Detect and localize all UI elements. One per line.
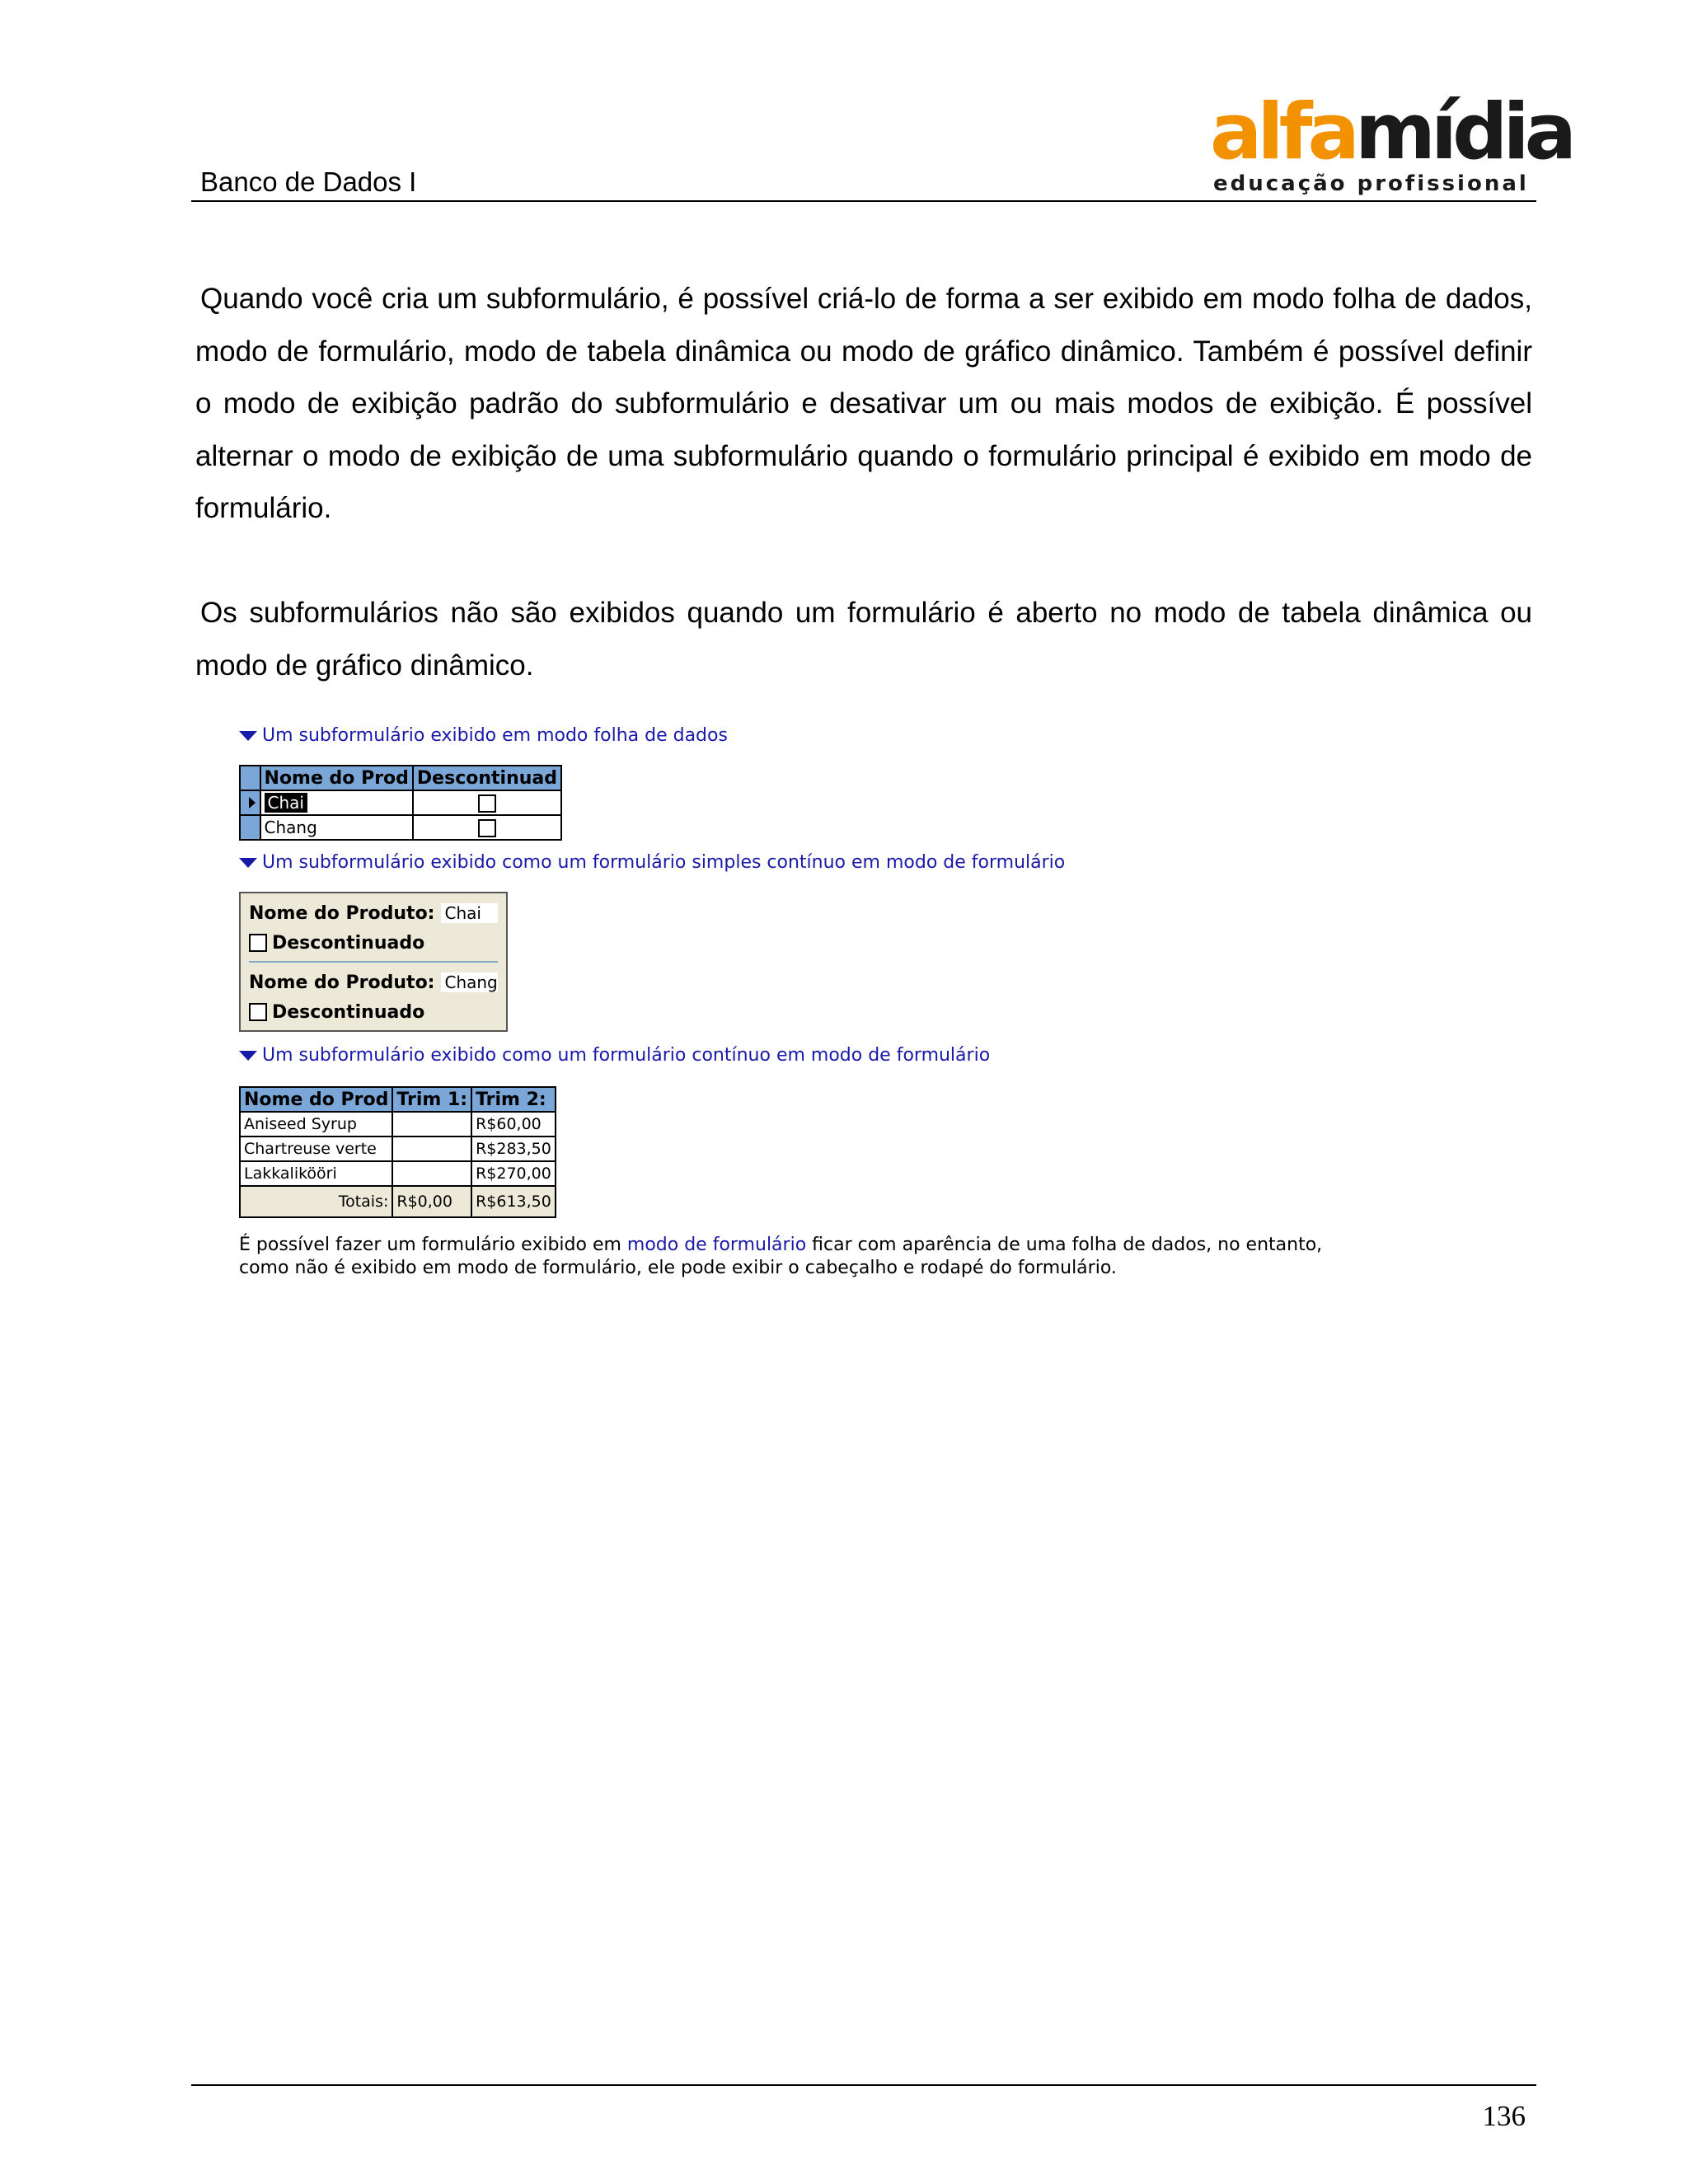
note-link[interactable]: modo de formulário: [626, 1235, 807, 1255]
product-cell[interactable]: Aniseed Syrup: [240, 1112, 392, 1137]
totals-trim2: R$613,50: [471, 1186, 556, 1217]
row-selector[interactable]: [240, 790, 260, 815]
product-cell[interactable]: Lakkalikööri: [240, 1161, 392, 1186]
product-cell[interactable]: Chartreuse verte: [240, 1137, 392, 1161]
column-header[interactable]: Nome do Prod: [240, 1087, 392, 1112]
column-header[interactable]: Trim 1:: [392, 1087, 471, 1112]
note-text: ficar com aparência de uma folha de dados, no entanto, como não é exibido em modo de formulário, ele pode exibir o cabeçalho e rodapé do formulário.: [239, 1235, 1323, 1278]
totals-label: Totais:: [240, 1186, 392, 1217]
discontinued-cell[interactable]: [413, 790, 561, 815]
discontinued-checkbox[interactable]: [249, 934, 267, 952]
table-row: [240, 815, 561, 840]
trim1-cell[interactable]: [392, 1137, 471, 1161]
caption-datasheet[interactable]: [239, 725, 728, 746]
logo-tagline: educação profissional: [1213, 171, 1529, 196]
column-header[interactable]: Nome do Prod: [260, 766, 413, 790]
trim2-cell[interactable]: R$270,00: [471, 1161, 556, 1186]
footer-rule: [191, 2084, 1536, 2086]
totals-row: [240, 1186, 556, 1217]
checkbox-label: Descontinuado: [272, 932, 425, 954]
subform-examples-figure: [239, 725, 1393, 1302]
continuous-form-subform: [239, 892, 508, 1032]
discontinued-cell[interactable]: [413, 815, 561, 840]
column-header[interactable]: Descontinuad: [413, 766, 561, 790]
totals-trim1: R$0,00: [392, 1186, 471, 1217]
product-name: Chai: [265, 793, 307, 813]
checkbox[interactable]: [478, 794, 496, 813]
product-field[interactable]: Chang: [441, 972, 498, 992]
field-label: Nome do Produto:: [249, 972, 435, 993]
table-row: [240, 1137, 556, 1161]
table-row: [240, 1161, 556, 1186]
caption-text: Um subformulário exibido como um formulário simples contínuo em modo de formulário: [262, 852, 1066, 873]
trim1-cell[interactable]: [392, 1161, 471, 1186]
checkbox[interactable]: [478, 819, 496, 837]
row-selector[interactable]: [240, 815, 260, 840]
caption-text: Um subformulário exibido como um formulário contínuo em modo de formulário: [262, 1045, 991, 1066]
header-rule: [191, 200, 1536, 202]
product-cell[interactable]: [260, 790, 413, 815]
page-number: 136: [1482, 2100, 1526, 2132]
expand-triangle-icon: [239, 858, 257, 868]
caption-continuous-form[interactable]: [239, 1045, 990, 1066]
paragraph-2: Os subformulários não são exibidos quando um formulário é aberto no modo de tabela dinâmica ou modo de gráfico dinâmico.: [195, 597, 1532, 682]
product-field[interactable]: Chai: [441, 903, 498, 923]
table-row: [240, 790, 561, 815]
logo-part1: alfa: [1210, 87, 1355, 177]
logo-part2: mídia: [1354, 87, 1573, 177]
record-separator: [249, 961, 498, 963]
paragraph-1: Quando você cria um subformulário, é possível criá-lo de forma a ser exibido em modo folha de dados, modo de formulário, modo de tabela dinâmica ou modo de gráfico dinâmico. Também é possível definir o modo de exibição padrão do subformulário e desativar um ou mais modos de exibição. É possível alternar o modo de exibição de uma subformulário quando o formulário principal é exibido em modo de formulário.: [195, 283, 1532, 524]
expand-triangle-icon: [239, 731, 257, 741]
caption-single-form[interactable]: [239, 852, 1065, 873]
checkbox-label: Descontinuado: [272, 1001, 425, 1023]
product-cell[interactable]: Chang: [260, 815, 413, 840]
form-record: [249, 928, 498, 958]
datasheet-subform: [239, 765, 562, 841]
column-header[interactable]: Trim 2:: [471, 1087, 556, 1112]
trim2-cell[interactable]: R$60,00: [471, 1112, 556, 1137]
note-text: É possível fazer um formulário exibido em: [239, 1235, 627, 1255]
form-record: [249, 898, 498, 928]
trim1-cell[interactable]: [392, 1112, 471, 1137]
figure-note: [239, 1234, 1360, 1280]
discontinued-checkbox[interactable]: [249, 1003, 267, 1021]
current-record-icon: [249, 797, 256, 808]
field-label: Nome do Produto:: [249, 902, 435, 924]
alfamidia-logo: [1210, 87, 1573, 196]
trim2-cell[interactable]: R$283,50: [471, 1137, 556, 1161]
continuous-datasheet-subform: [239, 1086, 556, 1218]
form-record: [249, 997, 498, 1027]
expand-triangle-icon: [239, 1051, 257, 1061]
page-header-title: Banco de Dados I: [200, 166, 417, 197]
table-row: [240, 1112, 556, 1137]
form-record: [249, 968, 498, 997]
row-selector-header: [240, 766, 260, 790]
caption-text: Um subformulário exibido em modo folha de dados: [262, 725, 728, 746]
